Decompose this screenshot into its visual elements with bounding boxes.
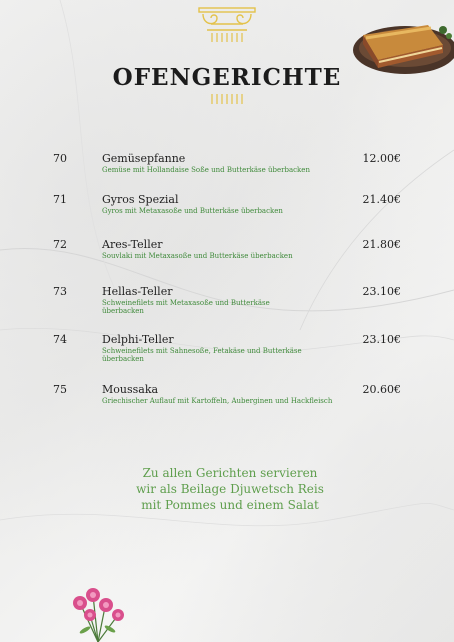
item-number: 74 bbox=[53, 333, 67, 346]
item-name: Ares-Teller bbox=[102, 238, 163, 251]
item-price: 21.80€ bbox=[362, 238, 401, 251]
item-name: Gemüsepfanne bbox=[102, 152, 186, 165]
item-number: 72 bbox=[53, 238, 67, 251]
item-price: 21.40€ bbox=[362, 193, 401, 206]
item-number: 75 bbox=[53, 383, 67, 396]
note-line: mit Pommes und einem Salat bbox=[141, 498, 319, 512]
note-line: wir als Beilage Djuwetsch Reis bbox=[136, 482, 324, 496]
note-line: Zu allen Gerichten servieren bbox=[142, 466, 318, 480]
item-description: Schweinefilets mit Metaxasoße und Butterkäse überbacken bbox=[102, 299, 270, 315]
item-description: Gemüse mit Hollandaise Soße und Butterkäse überbacken bbox=[102, 166, 310, 174]
item-number: 71 bbox=[53, 193, 67, 206]
greek-column-icon bbox=[197, 6, 257, 106]
item-price: 23.10€ bbox=[362, 333, 401, 346]
item-name: Delphi-Teller bbox=[102, 333, 174, 346]
page-title: OFENGERICHTE bbox=[112, 64, 342, 91]
item-description: Schweinefilets mit Sahnesoße, Fetakäse und Butterkäse überbacken bbox=[102, 347, 302, 363]
item-description: Gyros mit Metaxasoße und Butterkäse überbacken bbox=[102, 207, 283, 215]
item-number: 73 bbox=[53, 285, 67, 298]
item-price: 12.00€ bbox=[362, 152, 401, 165]
moussaka-plate-image bbox=[333, 0, 454, 78]
item-description: Souvlaki mit Metaxasoße und Butterkäse überbacken bbox=[102, 252, 293, 260]
item-description: Griechischer Auflauf mit Kartoffeln, Auberginen und Hackfleisch bbox=[102, 397, 333, 405]
item-name: Hellas-Teller bbox=[102, 285, 173, 298]
pink-flower-bouquet bbox=[60, 585, 135, 642]
side-dish-note bbox=[100, 465, 360, 513]
item-name: Moussaka bbox=[102, 383, 159, 396]
item-number: 70 bbox=[53, 152, 67, 165]
item-price: 23.10€ bbox=[362, 285, 401, 298]
item-price: 20.60€ bbox=[362, 383, 401, 396]
item-name: Gyros Spezial bbox=[102, 193, 179, 206]
